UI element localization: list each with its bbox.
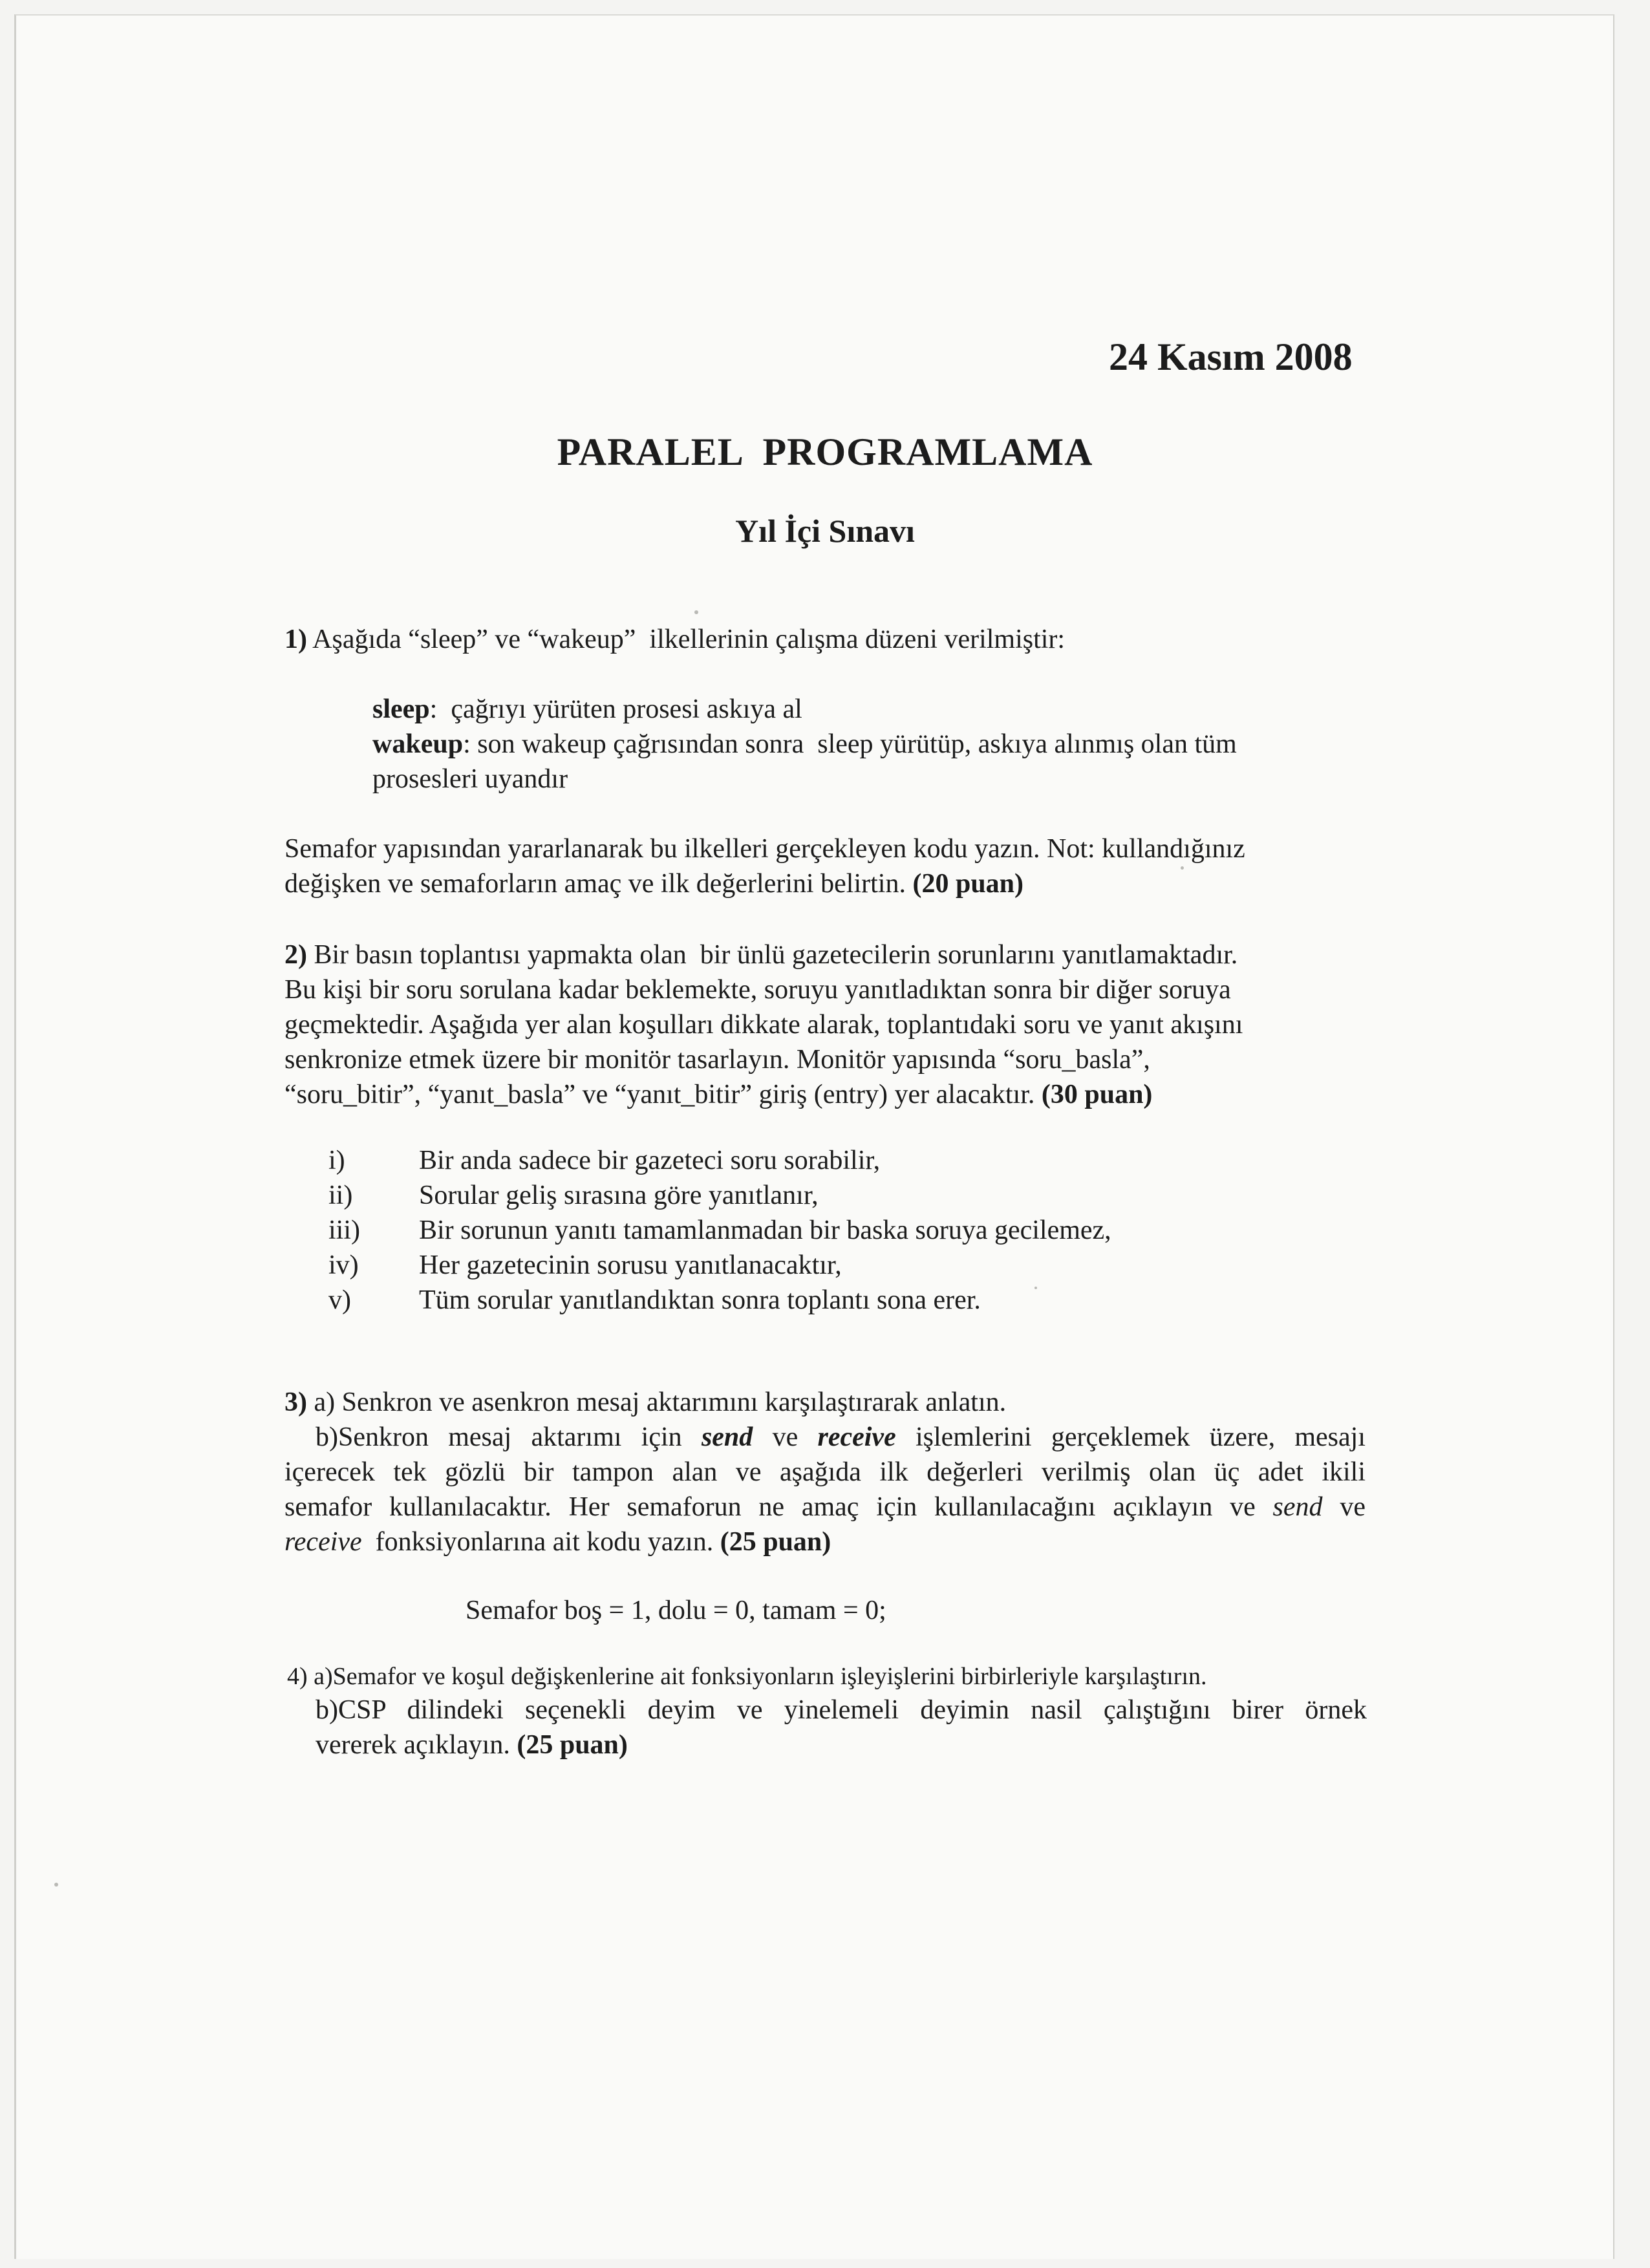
q1-wakeup-label: wakeup (372, 729, 464, 759)
scan-speck (694, 610, 698, 614)
q2-condition-num: v) (328, 1285, 351, 1315)
q3-part-b-line1 (316, 1420, 1366, 1455)
q2-condition-num: iii) (328, 1215, 360, 1245)
q1-instruction-line2 (284, 866, 1023, 901)
q3-semaphore-init: Semafor boş = 1, dolu = 0, tamam = 0; (466, 1596, 886, 1625)
q3-number: 3) (284, 1387, 307, 1417)
q1-sleep-label: sleep (372, 694, 430, 724)
q3-part-a-text: a) Senkron ve asenkron mesaj aktarımını karşılaştırarak anlatın. (307, 1387, 1007, 1417)
q4-b-line2-text: vererek açıklayın. (316, 1730, 517, 1760)
scan-speck (1034, 1287, 1037, 1289)
q3-part-b-line4 (284, 1524, 831, 1559)
q2-condition-text: Bir sorunun yanıtı tamamlanmadan bir baska soruya gecilemez, (419, 1215, 1111, 1245)
q1-wakeup-def (372, 727, 1237, 762)
q3-b-line1-pre: b)Senkron mesaj aktarımı için (316, 1422, 702, 1452)
q2-line1-text: Bir basın toplantısı yapmakta olan bir ünlü gazetecilerin sorunlarını yanıtlamaktadır. (307, 940, 1238, 970)
q3-b-line3-post: ve (1322, 1492, 1366, 1522)
q3-receive-keyword: receive (817, 1422, 896, 1452)
q4-part-b-line2 (316, 1728, 628, 1762)
q3-b-line1-mid: ve (753, 1422, 818, 1452)
q3-receive-italic: receive (284, 1527, 362, 1557)
q3-b-line3-pre: semafor kullanılacaktır. Her semaforun ne amaç için kullanılacağını açıklayın ve (284, 1492, 1273, 1522)
q1-instruction-text: değişken ve semaforların amaç ve ilk değerlerini belirtin. (284, 869, 913, 899)
q1-sleep-def (372, 692, 802, 727)
q4-part-a (287, 1659, 1207, 1694)
q2-line5-text: “soru_bitir”, “yanıt_basla” ve “yanıt_bitir” giriş (entry) yer alacaktır. (284, 1080, 1042, 1109)
q3-part-b-line3 (284, 1490, 1366, 1524)
q1-number: 1) (284, 625, 307, 654)
q3-points: (25 puan) (720, 1527, 831, 1557)
q4-points: (25 puan) (517, 1730, 628, 1760)
q3-send-keyword: send (701, 1422, 753, 1452)
q1-instruction-line1: Semafor yapısından yararlanarak bu ilkelleri gerçekleyen kodu yazın. Not: kullandığınız (284, 834, 1245, 864)
q1-intro (284, 622, 1065, 657)
q2-condition-num: ii) (328, 1181, 353, 1210)
q3-part-a (284, 1385, 1006, 1420)
q3-b-line1-post: işlemlerini gerçeklemek üzere, mesajı (895, 1422, 1366, 1452)
q4-number: 4) (287, 1663, 308, 1690)
q1-wakeup-def-cont: prosesleri uyandır (372, 764, 568, 794)
q2-line3: geçmektedir. Aşağıda yer alan koşulları dikkate alarak, toplantıdaki soru ve yanıt akışını (284, 1010, 1243, 1040)
q1-sleep-text: : çağrıyı yürüten prosesi askıya al (429, 694, 802, 724)
q2-line1 (284, 937, 1238, 972)
q2-line5 (284, 1077, 1152, 1112)
q3-send-italic: send (1272, 1492, 1323, 1522)
q2-line4: senkronize etmek üzere bir monitör tasarlayın. Monitör yapısında “soru_basla”, (284, 1045, 1150, 1075)
q1-intro-text: Aşağıda “sleep” ve “wakeup” ilkellerinin çalışma düzeni verilmiştir: (307, 625, 1066, 654)
q2-condition-text: Her gazetecinin sorusu yanıtlanacaktır, (419, 1250, 842, 1280)
q4-part-b-line1: b)CSP dilindeki seçenekli deyim ve yinelemeli deyimin nasil çalıştığını birer örnek (316, 1695, 1367, 1725)
q3-part-b-line2: içerecek tek gözlü bir tampon alan ve aşağıda ilk değerleri verilmiş olan üç adet ikili (284, 1457, 1366, 1487)
exam-subtitle: Yıl İçi Sınavı (735, 513, 915, 549)
scan-speck (54, 1883, 58, 1887)
q2-condition-num: i) (328, 1146, 345, 1175)
q1-wakeup-text: : son wakeup çağrısından sonra sleep yürütüp, askıya alınmış olan tüm (463, 729, 1237, 759)
exam-date: 24 Kasım 2008 (1109, 336, 1353, 378)
q2-number: 2) (284, 940, 307, 970)
q2-condition-num: iv) (328, 1250, 359, 1280)
q2-condition-text: Tüm sorular yanıtlandıktan sonra toplantı sona erer. (419, 1285, 981, 1315)
course-title: PARALEL PROGRAMLAMA (557, 431, 1093, 473)
q2-condition-text: Bir anda sadece bir gazeteci soru sorabilir, (419, 1146, 881, 1175)
q4-part-a-text: a)Semafor ve koşul değişkenlerine ait fonksiyonların işleyişlerini birbirleriyle karşılaştırın. (307, 1663, 1207, 1690)
q3-b-line4-text: fonksiyonlarına ait kodu yazın. (361, 1527, 720, 1557)
scan-speck (1181, 866, 1184, 870)
q2-condition-text: Sorular geliş sırasına göre yanıtlanır, (419, 1181, 819, 1210)
q2-points: (30 puan) (1041, 1080, 1153, 1109)
exam-sheet (14, 14, 1614, 2259)
q1-points: (20 puan) (912, 869, 1024, 899)
q2-line2: Bu kişi bir soru sorulana kadar beklemekte, soruyu yanıtladıktan sonra bir diğer soruya (284, 975, 1231, 1005)
